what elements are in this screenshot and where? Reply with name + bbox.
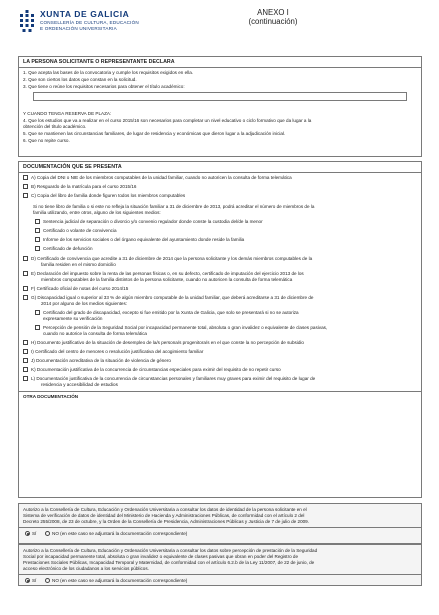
doc-d-label: familia residen en el mismo domicilio <box>41 262 116 267</box>
doc-f-label: F) Certificado oficial de notas del curso 2014/15 <box>31 286 129 291</box>
doc-e-checkbox[interactable] <box>23 271 28 276</box>
doc-c-sub-checkbox[interactable] <box>35 246 40 251</box>
reserve-heading: Y CUANDO TENGA RESERVA DE PLAZA: <box>23 111 112 116</box>
auth-ss-text: Prestaciones Sociales Públicas, Incapacidad Temporal y Maternidad, de conformidad con el artículo 6.2.b de la Ley 11/2007, de 22 de junio, de <box>23 560 315 565</box>
logo-subtitle-line-2: E ORDENACIÓN UNIVERSITARIA <box>40 25 117 31</box>
auth-ss-yes-label: SÍ <box>32 578 37 583</box>
doc-j-label: J) Documentación acreditativa de la situación de violencia de género <box>31 358 171 363</box>
academic-title-input[interactable] <box>33 92 407 101</box>
declaration-item: 4. Que los estudios que va a realizar en el curso 2015/16 son necesarios para completar un nivel educativo o ciclo formativo que da lugar a la <box>23 118 312 123</box>
doc-c-label: C) Copia del libro de familia donde figuren todos los miembros computables <box>31 193 186 198</box>
declaration-title: LA PERSONA SOLICITANTE O REPRESENTANTE DECLARA <box>23 59 175 65</box>
annex-subheading: (continuación) <box>248 17 298 26</box>
doc-e-label: E) Declaración del impuesto sobre la renta de las personas físicas o, en su defecto, certificado de imputación del ejercicio 2013 de los <box>31 271 304 276</box>
doc-g-label: G) Discapacidad igual o superior al 33 % de algún miembro computable de la unidad familiar, que deberá acreditarse a 31 de diciembre de <box>31 295 314 300</box>
doc-k-label: K) Documentación justificativa de la concurrencia de circunstancias especiales para eximir del requisito de no repetir curso <box>31 367 281 372</box>
annex-title <box>218 8 328 26</box>
auth-ss-yes-radio[interactable] <box>25 578 30 583</box>
declaration-section <box>18 56 422 157</box>
doc-l-label: L) Documentación justificativa de la concurrencia de circunstancias personales y familiares muy graves para eximir del requisito de lugar de <box>31 376 316 381</box>
declaration-item: 2. Que son ciertos los datos que constan en la solicitud. <box>23 77 137 82</box>
doc-b-checkbox[interactable] <box>23 184 28 189</box>
doc-a-label: A) Copia del DNI o NIE de los miembros computables de la unidad familiar, cuando no autoricen la consulta de forma telemática <box>31 175 292 180</box>
doc-i-label: I) Certificado del centro de menores o resolución justificativa del acogimiento familiar <box>31 349 204 354</box>
doc-c-sub-label: Sentencia judicial de separación o divorcio y/o convenio regulador donde conste la custodia del/de la menor <box>43 219 263 224</box>
logo-subtitle <box>40 20 139 31</box>
auth-identity-text: Decreto 255/2008, de 23 de octubre, y la Orden de la Consellería de Presidencia, Administraciones Públicas y Justicia de 7 de julio de 2009. <box>23 519 310 524</box>
auth-ss-no-radio[interactable] <box>45 578 50 583</box>
xunta-logo-icon <box>18 10 36 34</box>
page-header <box>18 6 422 48</box>
auth-ss-no-label: NO (en este caso se adjuntará la documentación correspondiente) <box>52 578 188 583</box>
doc-c-sub-label: Informe de los servicios sociales o del órgano equivalente del ayuntamiento donde reside la familia <box>43 237 245 242</box>
doc-c-sub-checkbox[interactable] <box>35 219 40 224</box>
doc-c-sub-label: Certificado de defunción <box>43 246 93 251</box>
annex-heading: ANEXO I <box>257 8 289 17</box>
doc-h-label: H) Documento justificativo de la situación de desempleo de la/s persona/s progenitora/s en el que conste la no percepción de subsidio <box>31 340 304 345</box>
declaration-item: obtención del título académico. <box>23 124 87 129</box>
doc-c-note: Si no tiene libro de familia o si este no refleja la situación familiar a 31 de diciembre de 2013, podrá acreditar el número de miembros de la <box>33 204 315 209</box>
auth-identity-no-label: NO (en este caso se adjuntará la documentación correspondiente) <box>52 531 188 536</box>
doc-k-checkbox[interactable] <box>23 367 28 372</box>
doc-f-checkbox[interactable] <box>23 286 28 291</box>
doc-d-label: D) Certificado de convivencia que acredite a 31 de diciembre de 2014 que la persona solicitante y los demás miembros computables de la <box>31 256 313 261</box>
auth-ss-text: acceso electrónico de los ciudadanos a los servicios públicos. <box>23 566 149 571</box>
declaration-item: 3. Que tiene o reúne los requisitos necesarios para obtener el título académico: <box>23 84 185 89</box>
doc-g-label: 2014 por alguno de los medios siguientes: <box>41 301 128 306</box>
auth-identity-yes-radio[interactable] <box>25 531 30 536</box>
declaration-item: 5. Que se mantienen las circunstancias familiares, de lugar de residencia y económicas que dieron lugar a la adjudicación inicial. <box>23 131 286 136</box>
documentation-section <box>18 161 422 498</box>
doc-l-checkbox[interactable] <box>23 376 28 381</box>
declaration-item: 6. Que no repite curso. <box>23 138 70 143</box>
other-documentation-title: OTRA DOCUMENTACIÓN <box>23 394 79 399</box>
documentation-title: DOCUMENTACIÓN QUE SE PRESENTA <box>23 164 122 170</box>
doc-l-label: residencia y accesibilidad de estudios <box>41 382 118 387</box>
doc-g-sub-label: Certificado del grado de discapacidad, excepto si fue emitido por la Xunta de Galicia, que solo se presentará si no se autoriza <box>43 310 299 315</box>
doc-i-checkbox[interactable] <box>23 349 28 354</box>
doc-h-checkbox[interactable] <box>23 340 28 345</box>
doc-e-label: miembros computables de la familia distintos de la persona solicitante, cuando no autoricen la consulta de forma telemática <box>41 277 293 282</box>
doc-c-sub-label: Certificado o volante de convivencia <box>43 228 117 233</box>
auth-identity-text: Autorizo a la Consellería de Cultura, Educación y Ordenación Universitaria a consultar los datos de identidad de la persona solicitante en el <box>23 507 307 512</box>
doc-c-note: familia utilizando, entre otros, alguno de los siguientes medios: <box>33 210 161 215</box>
auth-identity-yes-label: SÍ <box>32 531 37 536</box>
doc-g-checkbox[interactable] <box>23 295 28 300</box>
logo-title: XUNTA DE GALICIA <box>40 9 130 19</box>
authorization-identity-section <box>18 503 422 544</box>
declaration-item: 1. Que acepta las bases de la convocatoria y cumple los requisitos exigidos en ella. <box>23 70 194 75</box>
doc-g-sub-label: expresamente su verificación <box>43 316 103 321</box>
doc-g-sub-checkbox[interactable] <box>35 310 40 315</box>
auth-ss-text: Autorizo a la Consellería de Cultura, Educación y Ordenación Universitaria a consultar los datos sobre percepción de prestación de la Seguridad <box>23 548 318 553</box>
authorization-social-security-section <box>18 544 422 586</box>
doc-j-checkbox[interactable] <box>23 358 28 363</box>
logo-subtitle-line-1: CONSELLERÍA DE CULTURA, EDUCACIÓN <box>40 20 139 25</box>
doc-c-checkbox[interactable] <box>23 193 28 198</box>
auth-identity-text: Sistema de verificación de datos de identidad del Ministerio de Hacienda y Administraciones Públicas, de conformidad con el artículo 2 del <box>23 513 305 518</box>
auth-identity-no-radio[interactable] <box>45 531 50 536</box>
doc-g-sub-label: Percepción de pensión de la Seguridad Social por incapacidad permanente total, absoluta o gran invalidez o equivalente de clases pasivas, <box>43 325 328 330</box>
doc-d-checkbox[interactable] <box>23 256 28 261</box>
doc-b-label: B) Resguardo de la matrícula para el curso 2015/16 <box>31 184 137 189</box>
doc-g-sub-label: cuando no autorice la consulta de forma telemática <box>43 331 147 336</box>
auth-ss-text: Social por incapacidad permanente total, absoluta o gran invalidez o equivalente de clases pasivas que obran en poder del Registro de <box>23 554 299 559</box>
doc-c-sub-checkbox[interactable] <box>35 237 40 242</box>
doc-g-sub-checkbox[interactable] <box>35 325 40 330</box>
other-documentation-textarea[interactable] <box>23 402 417 494</box>
doc-a-checkbox[interactable] <box>23 175 28 180</box>
doc-c-sub-checkbox[interactable] <box>35 228 40 233</box>
